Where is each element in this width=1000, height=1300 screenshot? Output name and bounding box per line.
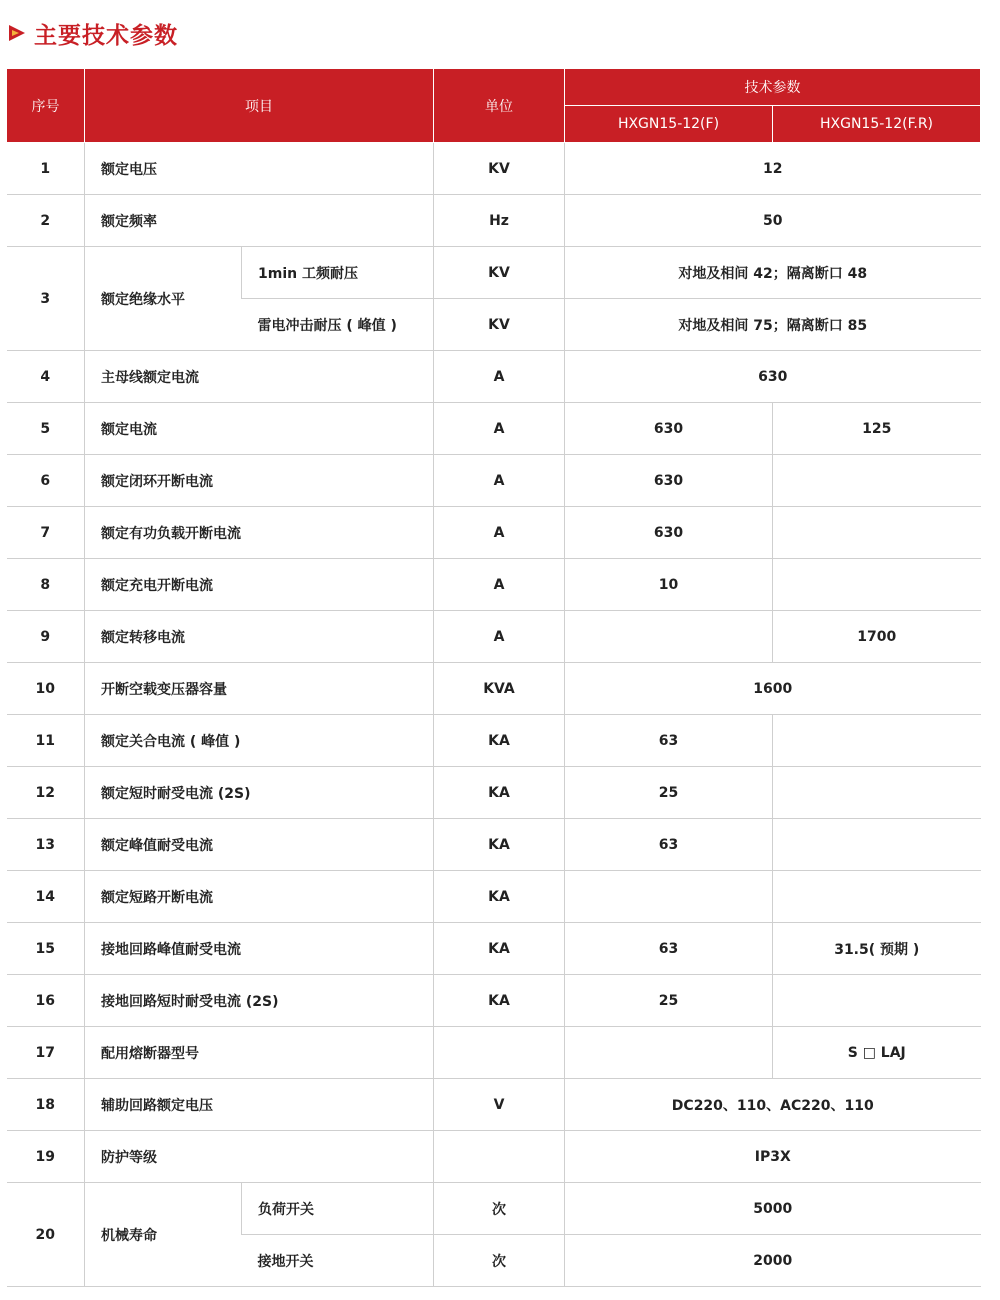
- row-value: DC220、110、AC220、110: [565, 1079, 981, 1131]
- row-item: 防护等级: [85, 1131, 434, 1183]
- row-unit: KA: [434, 715, 565, 767]
- row-item: 额定电压: [85, 143, 434, 195]
- row-value-f: [565, 1027, 773, 1079]
- row-no: 1: [7, 143, 85, 195]
- row-unit: KA: [434, 923, 565, 975]
- row-value-fr: [773, 507, 981, 559]
- row-no: 6: [7, 455, 85, 507]
- table-row: [7, 1183, 981, 1235]
- table-row: [7, 1131, 981, 1183]
- row-unit: KA: [434, 975, 565, 1027]
- row-item: 主母线额定电流: [85, 351, 434, 403]
- row-value-f: 63: [565, 819, 773, 871]
- row-value-f: [565, 611, 773, 663]
- table-row: [7, 611, 981, 663]
- row-item: 额定绝缘水平: [85, 247, 242, 351]
- row-value-fr: S □ LAJ: [773, 1027, 981, 1079]
- table-row: [7, 455, 981, 507]
- row-item: 辅助回路额定电压: [85, 1079, 434, 1131]
- table-row: [7, 247, 981, 299]
- header-unit: 单位: [434, 69, 565, 143]
- table-row: [7, 1027, 981, 1079]
- table-row: [7, 663, 981, 715]
- row-value-fr: [773, 559, 981, 611]
- row-no: 19: [7, 1131, 85, 1183]
- row-unit: KV: [434, 143, 565, 195]
- row-unit: A: [434, 559, 565, 611]
- row-value: 5000: [565, 1183, 981, 1235]
- row-item: 接地回路短时耐受电流 (2S): [85, 975, 434, 1027]
- table-row: [7, 715, 981, 767]
- table-row: [7, 559, 981, 611]
- row-unit: A: [434, 455, 565, 507]
- header-item: 项目: [85, 69, 434, 143]
- row-item: 接地回路峰值耐受电流: [85, 923, 434, 975]
- row-value-f: 630: [565, 403, 773, 455]
- header-params: 技术参数: [565, 69, 981, 106]
- row-unit: [434, 1027, 565, 1079]
- header-no: 序号: [7, 69, 85, 143]
- row-no: 3: [7, 247, 85, 351]
- row-no: 15: [7, 923, 85, 975]
- table-row: [7, 923, 981, 975]
- row-unit: [434, 1131, 565, 1183]
- row-item: 额定有功负载开断电流: [85, 507, 434, 559]
- table-row: [7, 403, 981, 455]
- row-unit: A: [434, 351, 565, 403]
- table-row: [7, 1079, 981, 1131]
- row-value-f: 630: [565, 455, 773, 507]
- spec-table: [6, 68, 981, 1287]
- section-heading: [6, 16, 178, 50]
- row-value-fr: [773, 871, 981, 923]
- row-unit: 次: [434, 1183, 565, 1235]
- table-row: [7, 819, 981, 871]
- row-item: 额定短时耐受电流 (2S): [85, 767, 434, 819]
- row-no: 5: [7, 403, 85, 455]
- table-row: [7, 195, 981, 247]
- row-value-fr: 125: [773, 403, 981, 455]
- header-row: [7, 69, 981, 106]
- row-unit: KV: [434, 247, 565, 299]
- row-value: 12: [565, 143, 981, 195]
- row-value-fr: [773, 975, 981, 1027]
- table-row: [7, 143, 981, 195]
- row-subitem: 雷电冲击耐压 ( 峰值 ): [242, 299, 434, 351]
- table-row: [7, 975, 981, 1027]
- row-value-fr: [773, 767, 981, 819]
- table-row: [7, 507, 981, 559]
- row-unit: KVA: [434, 663, 565, 715]
- row-value: 2000: [565, 1235, 981, 1287]
- row-item: 额定关合电流 ( 峰值 ): [85, 715, 434, 767]
- row-value: 对地及相间 75；隔离断口 85: [565, 299, 981, 351]
- row-no: 8: [7, 559, 85, 611]
- row-unit: KA: [434, 871, 565, 923]
- row-value-f: 63: [565, 923, 773, 975]
- row-unit: A: [434, 507, 565, 559]
- row-unit: KA: [434, 819, 565, 871]
- row-value: 50: [565, 195, 981, 247]
- row-item: 配用熔断器型号: [85, 1027, 434, 1079]
- row-item: 额定转移电流: [85, 611, 434, 663]
- row-value-fr: 31.5( 预期 ): [773, 923, 981, 975]
- row-subitem: 负荷开关: [242, 1183, 434, 1235]
- row-item: 额定电流: [85, 403, 434, 455]
- row-unit: Hz: [434, 195, 565, 247]
- row-unit: KA: [434, 767, 565, 819]
- row-item: 额定峰值耐受电流: [85, 819, 434, 871]
- row-no: 14: [7, 871, 85, 923]
- row-value-fr: 1700: [773, 611, 981, 663]
- row-value-fr: [773, 715, 981, 767]
- row-no: 7: [7, 507, 85, 559]
- row-no: 11: [7, 715, 85, 767]
- row-no: 17: [7, 1027, 85, 1079]
- row-unit: A: [434, 403, 565, 455]
- row-no: 12: [7, 767, 85, 819]
- row-value: 630: [565, 351, 981, 403]
- row-no: 18: [7, 1079, 85, 1131]
- row-value-f: 630: [565, 507, 773, 559]
- row-value-f: [565, 871, 773, 923]
- row-value-f: 25: [565, 975, 773, 1027]
- row-subitem: 接地开关: [242, 1235, 434, 1287]
- header-model-f: HXGN15-12(F): [565, 106, 773, 143]
- row-item: 开断空载变压器容量: [85, 663, 434, 715]
- row-no: 16: [7, 975, 85, 1027]
- row-value-f: 63: [565, 715, 773, 767]
- row-value-f: 25: [565, 767, 773, 819]
- row-unit: KV: [434, 299, 565, 351]
- section-title: 主要技术参数: [34, 22, 178, 49]
- row-no: 10: [7, 663, 85, 715]
- row-no: 4: [7, 351, 85, 403]
- table-row: [7, 351, 981, 403]
- row-unit: 次: [434, 1235, 565, 1287]
- row-no: 20: [7, 1183, 85, 1287]
- row-no: 2: [7, 195, 85, 247]
- row-unit: A: [434, 611, 565, 663]
- row-item: 额定短路开断电流: [85, 871, 434, 923]
- row-item: 额定闭环开断电流: [85, 455, 434, 507]
- row-value: IP3X: [565, 1131, 981, 1183]
- row-value-fr: [773, 819, 981, 871]
- row-item: 额定频率: [85, 195, 434, 247]
- row-item: 额定充电开断电流: [85, 559, 434, 611]
- row-no: 9: [7, 611, 85, 663]
- header-model-fr: HXGN15-12(F.R): [773, 106, 981, 143]
- row-value-fr: [773, 455, 981, 507]
- row-no: 13: [7, 819, 85, 871]
- row-subitem: 1min 工频耐压: [242, 247, 434, 299]
- table-row: [7, 871, 981, 923]
- row-item: 机械寿命: [85, 1183, 242, 1287]
- table-row: [7, 767, 981, 819]
- row-value-f: 10: [565, 559, 773, 611]
- row-value: 对地及相间 42；隔离断口 48: [565, 247, 981, 299]
- row-unit: V: [434, 1079, 565, 1131]
- triangle-arrow-icon: [6, 22, 28, 44]
- row-value: 1600: [565, 663, 981, 715]
